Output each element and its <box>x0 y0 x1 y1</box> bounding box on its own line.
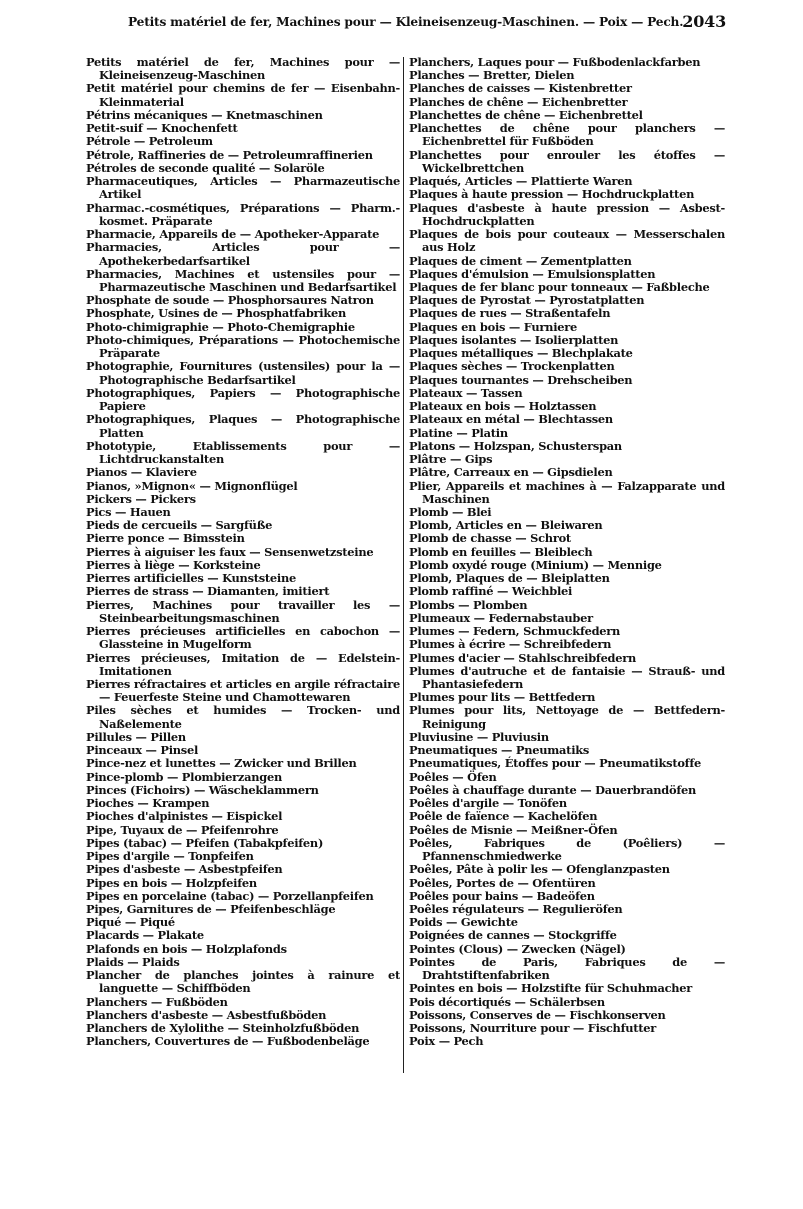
dictionary-entry: Pipes en bois — Holzpfeifen <box>86 875 257 890</box>
dictionary-entry: Plaqués, Articles — Plattierte Waren <box>409 174 633 189</box>
dictionary-entry: Pinceaux — Pinsel <box>86 743 199 758</box>
dictionary-entry: Pointes de Paris, Fabriques de — Drahtstiftenfabriken <box>409 954 725 983</box>
dictionary-entry: Plumes d'acier — Stahlschreibfedern <box>409 650 637 665</box>
dictionary-entry: Plaques de Pyrostat — Pyrostatplatten <box>409 293 645 308</box>
dictionary-entry: Pointes (Clous) — Zwecken (Nägel) <box>409 941 626 956</box>
dictionary-entry: Poêles d'argile — Tonöfen <box>409 796 567 811</box>
dictionary-entry: Photo-chimigraphie — Photo-Chemigraphie <box>86 319 355 334</box>
dictionary-entry: Poêles, Portes de — Ofentüren <box>409 875 596 890</box>
dictionary-entry: Pierres à liège — Korksteine <box>86 557 261 572</box>
dictionary-entry: Plumes pour lits — Bettfedern <box>409 690 596 705</box>
dictionary-entry: Poissons, Nourriture pour — Fischfutter <box>409 1021 657 1036</box>
dictionary-entry: Pince-plomb — Plombierzangen <box>86 769 283 784</box>
dictionary-entry: Planchers, Couvertures de — Fußbodenbeläge <box>86 1034 370 1049</box>
dictionary-entry: Pierres artificielles — Kunststeine <box>86 571 297 586</box>
dictionary-entry: Plomb en feuilles — Bleiblech <box>409 544 593 559</box>
dictionary-entry: Poissons, Conserves de — Fischkonserven <box>409 1007 666 1022</box>
right-column <box>409 56 725 1096</box>
dictionary-entry: Petit-suif — Knochenfett <box>86 121 238 136</box>
dictionary-entry: Plaques de rues — Straßentafeln <box>409 306 611 321</box>
dictionary-entry: Plier, Appareils et machines à — Falzapparate und Maschinen <box>409 478 725 506</box>
dictionary-entry: Pharmaceutiques, Articles — Pharmazeutische Artikel <box>86 174 400 202</box>
dictionary-entry: Plaques tournantes — Drehscheiben <box>409 372 633 387</box>
dictionary-entry: Pierres précieuses artificielles en cabochon — Glassteine in Mugelform <box>86 624 400 652</box>
dictionary-entry: Poignées de cannes — Stockgriffe <box>409 928 617 943</box>
dictionary-entry: Pharmacies, Articles pour — Apothekerbedarfsartikel <box>86 240 400 268</box>
dictionary-entry: Plaques sèches — Trockenplatten <box>409 359 615 374</box>
dictionary-entry: Pipes d'asbeste — Asbestpfeifen <box>86 862 283 877</box>
dictionary-entry: Pioches d'alpinistes — Eispickel <box>86 809 283 824</box>
dictionary-entry: Pétrins mécaniques — Knetmaschinen <box>86 107 323 122</box>
dictionary-entry: Plomb raffiné — Weichblei <box>409 584 573 599</box>
dictionary-entry: Planchers d'asbeste — Asbestfußböden <box>86 1007 327 1022</box>
dictionary-entry: Pétrole — Petroleum <box>86 134 213 149</box>
dictionary-entry: Poêles — Öfen <box>409 769 497 784</box>
dictionary-entry: Phototypie, Etablissements pour — Lichtdruckanstalten <box>86 438 400 467</box>
dictionary-entry: Petit matériel pour chemins de fer — Eisenbahn-Kleinmaterial <box>86 81 400 109</box>
dictionary-entry: Planchettes de chêne pour planchers — Eichenbrettel für Fußböden <box>409 121 725 149</box>
dictionary-entry: Pieds de cercueils — Sargfüße <box>86 518 273 533</box>
dictionary-entry: Pianos, »Mignon« — Mignonflügel <box>86 478 298 493</box>
dictionary-entry: Plâtre, Carreaux en — Gipsdielen <box>409 465 613 480</box>
dictionary-entry: Pois décortiqués — Schälerbsen <box>409 994 605 1009</box>
dictionary-entry: Plomb oxydé rouge (Minium) — Mennige <box>409 557 662 572</box>
dictionary-entry: Plaques isolantes — Isolierplatten <box>409 332 619 347</box>
dictionary-entry: Pipes d'argile — Tonpfeifen <box>86 849 254 864</box>
dictionary-entry: Platons — Holzspan, Schusterspan <box>409 438 622 453</box>
dictionary-entry: Planches — Bretter, Dielen <box>409 68 575 83</box>
dictionary-entry: Pneumatiques — Pneumatiks <box>409 743 590 758</box>
dictionary-entry: Plaques de ciment — Zementplatten <box>409 253 632 268</box>
dictionary-entry: Plumes pour lits, Nettoyage de — Bettfedern-Reinigung <box>409 703 725 731</box>
column-divider <box>403 57 404 1073</box>
dictionary-entry: Platine — Platin <box>409 425 508 440</box>
dictionary-entry: Poêles, Pâte à polir les — Ofenglanzpasten <box>409 862 670 877</box>
dictionary-entry: Planchettes de chêne — Eichenbrettel <box>409 107 643 122</box>
dictionary-entry: Plomb de chasse — Schrot <box>409 531 571 546</box>
dictionary-entry: Photographiques, Papiers — Photographische Papiere <box>86 385 400 414</box>
dictionary-entry: Pluviusine — Pluviusin <box>409 729 549 744</box>
dictionary-entry: Piqué — Piqué <box>86 915 175 930</box>
dictionary-entry: Pneumatiques, Étoffes pour — Pneumatikstoffe <box>409 756 701 771</box>
dictionary-entry: Phosphate, Usines de — Phosphatfabriken <box>86 306 347 321</box>
dictionary-entry: Pétrole, Raffineries de — Petroleumraffinerien <box>86 147 373 162</box>
dictionary-entry: Plaques d'émulsion — Emulsionsplatten <box>409 266 656 281</box>
dictionary-entry: Plomb, Articles en — Bleiwaren <box>409 518 603 533</box>
dictionary-entry: Plafonds en bois — Holzplafonds <box>86 941 287 956</box>
dictionary-entry: Plaques en bois — Furniere <box>409 319 578 334</box>
dictionary-entry: Pierre ponce — Bimsstein <box>86 531 245 546</box>
dictionary-entry: Plomb, Plaques de — Bleiplatten <box>409 571 610 586</box>
dictionary-entry: Planches de chêne — Eichenbretter <box>409 94 628 109</box>
dictionary-entry: Pétroles de seconde qualité — Solaröle <box>86 160 325 175</box>
dictionary-entry: Pharmacie, Appareils de — Apotheker-Apparate <box>86 227 380 242</box>
dictionary-entry: Photographiques, Plaques — Photographische Platten <box>86 412 400 440</box>
left-column <box>86 56 400 1096</box>
dictionary-entry: Pierres à aiguiser les faux — Sensenwetzsteine <box>86 544 374 559</box>
dictionary-entry: Poêles, Fabriques de (Poêliers) — Pfannenschmiedwerke <box>409 835 725 864</box>
dictionary-entry: Pinces (Fichoirs) — Wäscheklammern <box>86 782 319 797</box>
dictionary-entry: Pipes en porcelaine (tabac) — Porzellanpfeifen <box>86 888 374 903</box>
dictionary-entry: Plomb — Blei <box>409 504 492 519</box>
dictionary-entry: Poêles régulateurs — Regulieröfen <box>409 902 623 916</box>
dictionary-entry: Pipes (tabac) — Pfeifen (Tabakpfeifen) <box>86 835 324 850</box>
dictionary-entry: Plumes — Federn, Schmuckfedern <box>409 624 621 639</box>
dictionary-entry: Pierres précieuses, Imitation de — Edelstein-Imitationen <box>86 650 400 678</box>
dictionary-entry: Poêles de Misnie — Meißner-Öfen <box>409 822 618 837</box>
running-title: Petits matériel de fer, Machines pour — Kleineisenzeug-Maschinen. — Poix — Pech. <box>128 15 684 29</box>
dictionary-entry: Plaids — Plaids <box>86 954 180 969</box>
dictionary-entry: Poêles à chauffage durante — Dauerbrandöfen <box>409 782 697 797</box>
dictionary-entry: Plateaux en métal — Blechtassen <box>409 412 613 427</box>
dictionary-entry: Poêles pour bains — Badeöfen <box>409 888 595 903</box>
dictionary-entry: Plaques de bois pour couteaux — Messerschalen aus Holz <box>409 227 725 255</box>
dictionary-entry: Plaques d'asbeste à haute pression — Asbest-Hochdruckplatten <box>409 200 725 228</box>
dictionary-entry: Piles sèches et humides — Trocken- und Naßelemente <box>86 703 400 731</box>
dictionary-entry: Petits matériel de fer, Machines pour — Kleineisenzeug-Maschinen <box>86 56 400 83</box>
dictionary-entry: Plaques métalliques — Blechplakate <box>409 346 633 361</box>
dictionary-entry: Pierres, Machines pour travailler les — Steinbearbeitungsmaschinen <box>86 597 400 625</box>
dictionary-entry: Placards — Plakate <box>86 928 204 943</box>
dictionary-entry: Plumes à écrire — Schreibfedern <box>409 637 612 652</box>
dictionary-entry: Pierres de strass — Diamanten, imitiert <box>86 584 330 599</box>
dictionary-entry: Plateaux en bois — Holztassen <box>409 399 597 414</box>
dictionary-entry: Planches de caisses — Kistenbretter <box>409 81 632 96</box>
dictionary-entry: Plancher de planches jointes à rainure et languette — Schiffböden <box>86 968 400 996</box>
dictionary-entry: Pipes, Garnitures de — Pfeifenbeschläge <box>86 902 336 916</box>
dictionary-entry: Poêle de faïence — Kachelöfen <box>409 809 598 824</box>
dictionary-entry: Pierres réfractaires et articles en argile réfractaire — Feuerfeste Steine und Chamottewaren <box>86 677 400 705</box>
dictionary-entry: Pianos — Klaviere <box>86 465 197 480</box>
dictionary-entry: Pharmacies, Machines et ustensiles pour — Pharmazeutische Maschinen und Bedarfsartikel <box>86 266 400 294</box>
dictionary-entry: Pharmac.-cosmétiques, Préparations — Pharm.-kosmet. Präparate <box>86 200 400 228</box>
dictionary-entry: Plumes d'autruche et de fantaisie — Strauß- und Phantasiefedern <box>409 663 725 692</box>
dictionary-entry: Pipe, Tuyaux de — Pfeifenrohre <box>86 822 279 837</box>
page-number: 2043 <box>682 12 726 31</box>
dictionary-entry: Plumeaux — Federnabstauber <box>409 610 593 625</box>
dictionary-entry: Poix — Pech <box>409 1034 484 1049</box>
dictionary-entry: Pointes en bois — Holzstifte für Schuhmacher <box>409 981 693 996</box>
dictionary-entry: Planchers de Xylolithe — Steinholzfußböden <box>86 1021 360 1036</box>
dictionary-entry: Plateaux — Tassen <box>409 385 523 400</box>
dictionary-entry: Plombs — Plomben <box>409 597 528 612</box>
dictionary-entry: Photo-chimiques, Préparations — Photochemische Präparate <box>86 332 400 361</box>
dictionary-entry: Plaques de fer blanc pour tonneaux — Faßbleche <box>409 279 710 294</box>
dictionary-entry: Phosphate de soude — Phosphorsaures Natron <box>86 293 374 308</box>
dictionary-entry: Pillules — Pillen <box>86 729 186 744</box>
dictionary-entry: Photographie, Fournitures (ustensiles) pour la — Photographische Bedarfsartikel <box>86 359 400 387</box>
dictionary-entry: Plaques à haute pression — Hochdruckplatten <box>409 187 695 202</box>
dictionary-entry: Planchers — Fußböden <box>86 994 228 1009</box>
dictionary-entry: Pioches — Krampen <box>86 796 210 811</box>
dictionary-entry: Poids — Gewichte <box>409 915 518 930</box>
dictionary-entry: Pics — Hauen <box>86 504 171 519</box>
dictionary-entry: Pickers — Pickers <box>86 491 196 506</box>
page-header <box>128 12 728 36</box>
dictionary-entry: Plâtre — Gips <box>409 452 493 467</box>
dictionary-entry: Pince-nez et lunettes — Zwicker und Brillen <box>86 756 357 771</box>
dictionary-entry: Planchers, Laques pour — Fußbodenlackfarben <box>409 56 701 69</box>
dictionary-entry: Planchettes pour enrouler les étoffes — Wickelbrettchen <box>409 147 725 175</box>
